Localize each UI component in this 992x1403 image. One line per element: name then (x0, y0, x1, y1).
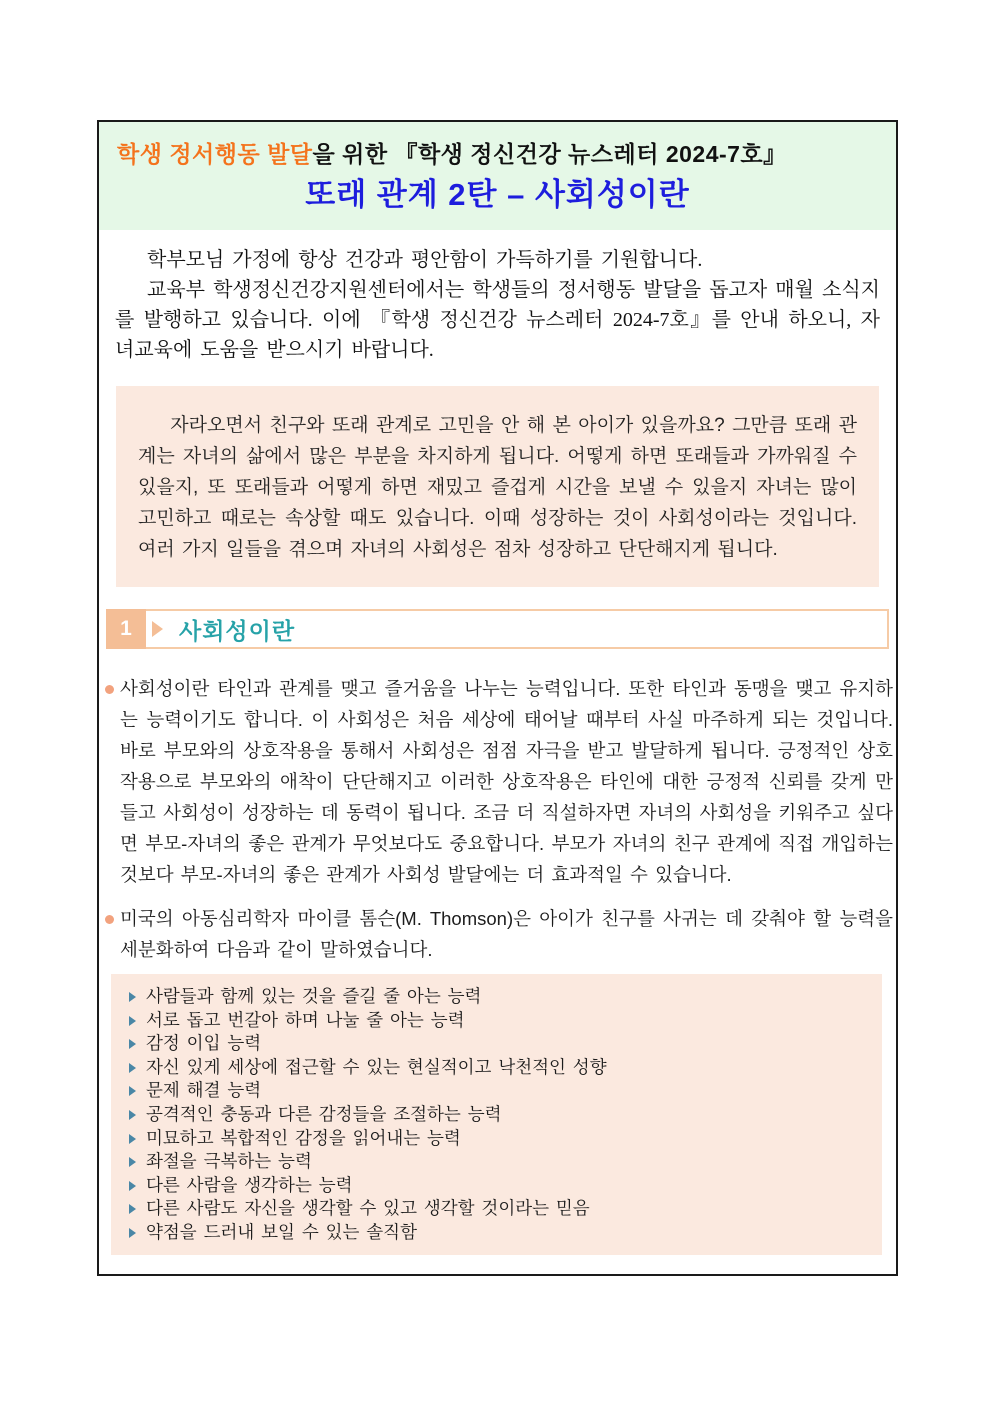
quote-text: 자라오면서 친구와 또래 관계로 고민을 안 해 본 아이가 있을까요? 그만큼 또래 관계는 자녀의 삶에서 많은 부분을 차지하게 됩니다. 어떻게 하면 또래들과 가까워질 수 있을지, 또 또래들과 어떻게 하면 재밌고 즐겁게 시간을 보낼 수 있을지 자녀는 많이 고민하고 때로는 속상할 때도 있습니다. 이때 성장하는 것이 사회성이라는 것입니다. 여러 가지 일들을 겪으며 자녀의 사회성은 점차 성장하고 단단해지게 됩니다. (138, 415, 857, 560)
bullet-dot-icon (105, 685, 114, 694)
list-item (125, 1079, 868, 1103)
list-item-text: 문제 해결 능력 (146, 1080, 262, 1101)
list-item-text: 감정 이입 능력 (146, 1033, 262, 1054)
list-item (125, 1150, 868, 1174)
list-item-text: 공격적인 충동과 다른 감정들을 조절하는 능력 (146, 1103, 502, 1124)
document-frame (97, 120, 898, 1276)
body-bullet-1-text: 사회성이란 타인과 관계를 맺고 즐거움을 나누는 능력입니다. 또한 타인과 동맹을 맺고 유지하는 능력이기도 합니다. 이 사회성은 처음 세상에 태어날 때부터 사실 마주하게 되는 것입니다. 바로 부모와의 상호작용을 통해서 사회성은 점점 자극을 받고 발달하게 됩니다. 긍정적인 상호작용으로 부모와의 애착이 단단해지고 이러한 상호작용은 타인에 대한 긍정적 신뢰를 갖게 만들고 사회성이 성장하는 데 동력이 됩니다. 조금 더 직설하자면 자녀의 사회성을 키워주고 싶다면 부모-자녀의 좋은 관계가 무엇보다도 중요합니다. 부모가 자녀의 친구 관계에 직접 개입하는 것보다 부모-자녀의 좋은 관계가 사회성 발달에는 더 효과적일 수 있습니다. (120, 678, 893, 885)
list-item (125, 1127, 868, 1151)
triangle-bullet-icon (129, 1134, 136, 1144)
list-item (125, 1056, 868, 1080)
intro-paragraph-1: 학부모님 가정에 항상 건강과 평안함이 가득하기를 기원합니다. (147, 249, 703, 271)
list-item (125, 1221, 868, 1245)
list-item-text: 서로 돕고 번갈아 하며 나눌 줄 아는 능력 (146, 1009, 465, 1030)
section-header-bar (106, 609, 889, 649)
list-item (125, 985, 868, 1009)
body-bullet-2 (102, 903, 893, 965)
newsletter-title (117, 139, 878, 169)
triangle-bullet-icon (129, 1039, 136, 1049)
triangle-bullet-icon (129, 1228, 136, 1238)
bullet-dot-icon (105, 915, 114, 924)
title-rest: 을 위한 『학생 정신건강 뉴스레터 2024-7호』 (312, 141, 787, 167)
body-bullet-1 (102, 673, 893, 890)
abilities-list-box (111, 974, 882, 1255)
list-item-text: 사람들과 함께 있는 것을 즐길 줄 아는 능력 (146, 986, 482, 1006)
issue-subtitle: 또래 관계 2탄 – 사회성이란 (305, 177, 690, 212)
list-item-text: 다른 사람도 자신을 생각할 수 있고 생각할 것이라는 믿음 (146, 1198, 590, 1219)
list-item (125, 1032, 868, 1056)
body-bullet-2-text: 미국의 아동심리학자 마이클 톰슨(M. Thomson)은 아이가 친구를 사귀는 데 갖춰야 할 능력을 세분화하여 다음과 같이 말하였습니다. (120, 908, 893, 960)
list-item (125, 1009, 868, 1033)
triangle-bullet-icon (129, 992, 136, 1002)
list-item (125, 1174, 868, 1198)
intro-section (99, 230, 896, 365)
list-item (125, 1197, 868, 1221)
list-item-text: 다른 사람을 생각하는 능력 (146, 1174, 353, 1195)
list-item (125, 1103, 868, 1127)
triangle-bullet-icon (129, 1110, 136, 1120)
header-banner (99, 122, 896, 230)
list-item-text: 좌절을 극복하는 능력 (146, 1151, 312, 1172)
title-highlight: 학생 정서행동 발달 (117, 141, 313, 167)
triangle-bullet-icon (129, 1086, 136, 1096)
section-title: 사회성이란 (179, 617, 296, 644)
list-item-text: 약점을 드러내 보일 수 있는 솔직함 (146, 1221, 417, 1242)
section-number-badge: 1 (106, 609, 146, 649)
triangle-bullet-icon (129, 1063, 136, 1073)
intro-paragraph-2: 교육부 학생정신건강지원센터에서는 학생들의 정서행동 발달을 돕고자 매월 소식지를 발행하고 있습니다. 이에 『학생 정신건강 뉴스레터 2024-7호』를 안내 하오니, 자녀교육에 도움을 받으시기 바랍니다. (115, 279, 880, 361)
triangle-bullet-icon (129, 1204, 136, 1214)
quote-box (116, 386, 879, 587)
list-item-text: 미묘하고 복합적인 감정을 읽어내는 능력 (146, 1127, 461, 1148)
triangle-bullet-icon (129, 1181, 136, 1191)
list-item-text: 자신 있게 세상에 접근할 수 있는 현실적이고 낙천적인 성향 (146, 1056, 607, 1077)
triangle-bullet-icon (129, 1016, 136, 1026)
chevron-right-icon (152, 621, 163, 637)
triangle-bullet-icon (129, 1157, 136, 1167)
